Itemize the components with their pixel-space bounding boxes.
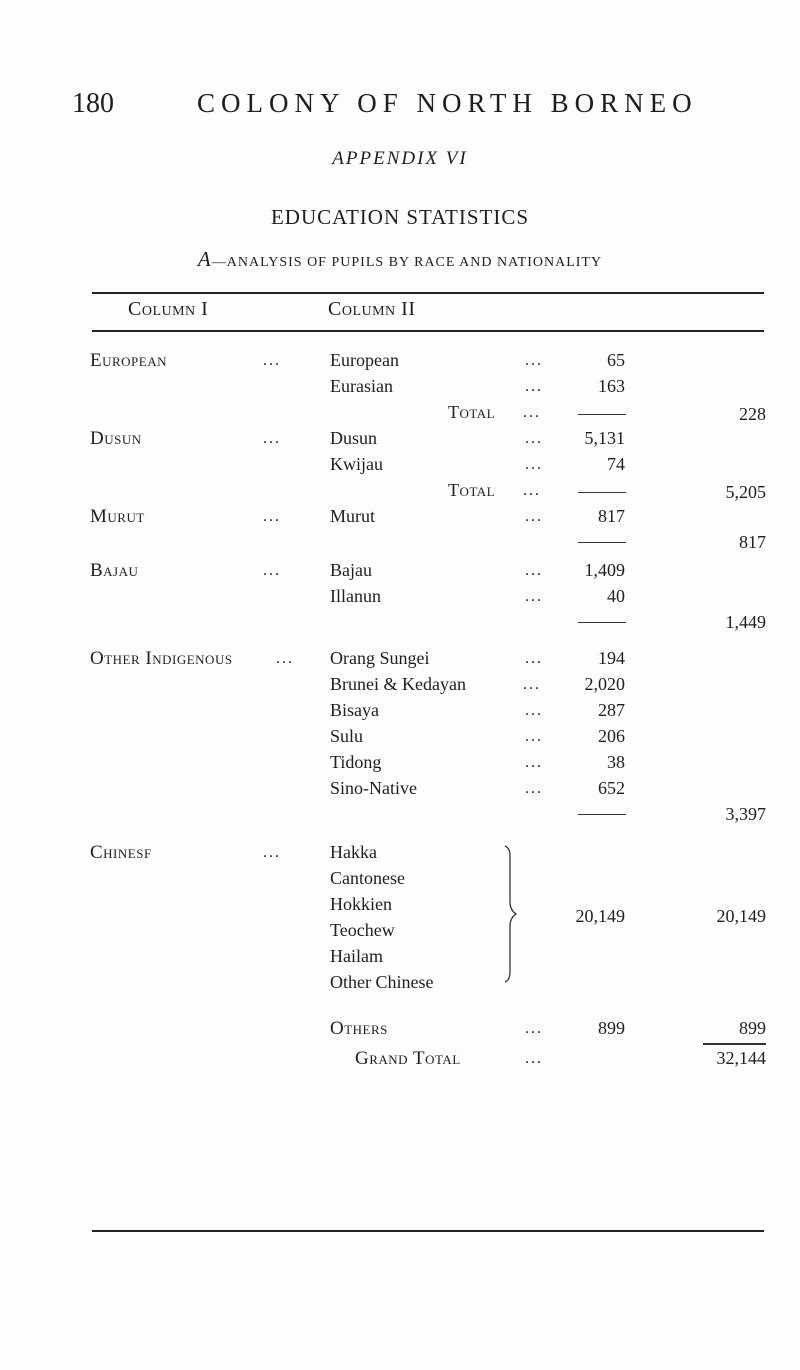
row-value: 65 [607, 350, 625, 370]
row-name: Tidong [330, 752, 382, 772]
others-value: 899 [598, 1018, 625, 1038]
total-label: Total [448, 402, 496, 422]
leader-dots: ... [523, 676, 541, 693]
table-subtitle [0, 247, 800, 272]
row-value: 2,020 [584, 674, 625, 694]
row-value: 163 [598, 376, 625, 396]
subtitle-letter: A [197, 247, 212, 271]
row-name: Hailam [330, 946, 383, 966]
bottom-rule [92, 1230, 764, 1232]
row-value: 652 [598, 778, 625, 798]
row-name: Hakka [330, 842, 377, 862]
leader-dots: ... [263, 430, 281, 447]
category-others: Others [330, 1018, 388, 1039]
header-rule [92, 330, 764, 332]
row-name: Hokkien [330, 894, 392, 914]
row-name: Bisaya [330, 700, 379, 720]
leader-dots: ... [525, 1050, 543, 1067]
category-other-indigenous: Other Indigenous [90, 648, 233, 669]
page-number: 180 [72, 88, 114, 119]
category-murut: Murut [90, 506, 145, 527]
leader-dots: ... [525, 588, 543, 605]
leader-dots: ... [525, 1020, 543, 1037]
row-name: Sulu [330, 726, 364, 746]
leader-dots: ... [525, 562, 543, 579]
row-value: 5,131 [584, 428, 625, 448]
leader-dots: ... [525, 456, 543, 473]
row-value: 74 [607, 454, 625, 474]
subtotal-dash [578, 622, 626, 623]
leader-dots: ... [263, 508, 281, 525]
group-total: 1,449 [725, 612, 766, 632]
row-value: 287 [598, 700, 625, 720]
category-dusun: Dusun [90, 428, 142, 449]
row-name: Dusun [330, 428, 378, 448]
leader-dots: ... [276, 650, 294, 667]
subtotal-dash [578, 814, 626, 815]
row-value: 1,409 [584, 560, 625, 580]
leader-dots: ... [525, 508, 543, 525]
row-value: 38 [607, 752, 625, 772]
row-name: Bajau [330, 560, 372, 580]
section-title: EDUCATION STATISTICS [270, 205, 530, 229]
row-name: Teochew [330, 920, 395, 940]
leader-dots: ... [525, 728, 543, 745]
others-total: 899 [739, 1018, 766, 1038]
leader-dots: ... [525, 702, 543, 719]
subtotal-dash [578, 414, 626, 415]
leader-dots: ... [525, 430, 543, 447]
row-value: 206 [598, 726, 625, 746]
leader-dots: ... [263, 844, 281, 861]
row-name: Sino-Native [330, 778, 417, 798]
chinese-value: 20,149 [575, 906, 625, 926]
row-name: European [330, 350, 399, 370]
leader-dots: ... [525, 780, 543, 797]
subtotal-dash [578, 542, 626, 543]
row-value: 817 [598, 506, 625, 526]
leader-dots: ... [525, 352, 543, 369]
row-name: Cantonese [330, 868, 405, 888]
row-name: Illanun [330, 586, 381, 606]
row-name: Murut [330, 506, 375, 526]
leader-dots: ... [523, 404, 541, 421]
grand-total-label: Grand Total [355, 1048, 461, 1069]
row-name: Orang Sungei [330, 648, 430, 668]
top-rule [92, 292, 764, 294]
group-total: 20,149 [716, 906, 766, 926]
category-european: European [90, 350, 168, 371]
row-name: Brunei & Kedayan [330, 674, 466, 694]
leader-dots: ... [525, 378, 543, 395]
running-title: COLONY OF NORTH BORNEO [197, 88, 698, 118]
column-header-2: Column II [328, 298, 416, 320]
group-total: 3,397 [725, 804, 766, 824]
column-header-1: Column I [128, 298, 209, 320]
grand-total-value: 32,144 [716, 1048, 766, 1068]
total-label: Total [448, 480, 496, 500]
grand-total-rule [703, 1043, 766, 1045]
category-bajau: Bajau [90, 560, 139, 581]
subtotal-dash [578, 492, 626, 493]
row-value: 40 [607, 586, 625, 606]
leader-dots: ... [525, 650, 543, 667]
row-name: Kwijau [330, 454, 383, 474]
group-total: 228 [739, 404, 766, 424]
row-name: Other Chinese [330, 972, 434, 992]
row-name: Eurasian [330, 376, 393, 396]
group-total: 5,205 [725, 482, 766, 502]
category-chinese: Chinesf [90, 842, 152, 863]
group-total: 817 [739, 532, 766, 552]
leader-dots: ... [525, 754, 543, 771]
subtitle-text: —ANALYSIS OF PUPILS BY RACE AND NATIONALITY [211, 255, 603, 270]
brace-icon [500, 844, 520, 984]
leader-dots: ... [523, 482, 541, 499]
row-value: 194 [598, 648, 625, 668]
appendix-title: APPENDIX VI [332, 148, 468, 169]
leader-dots: ... [263, 352, 281, 369]
leader-dots: ... [263, 562, 281, 579]
